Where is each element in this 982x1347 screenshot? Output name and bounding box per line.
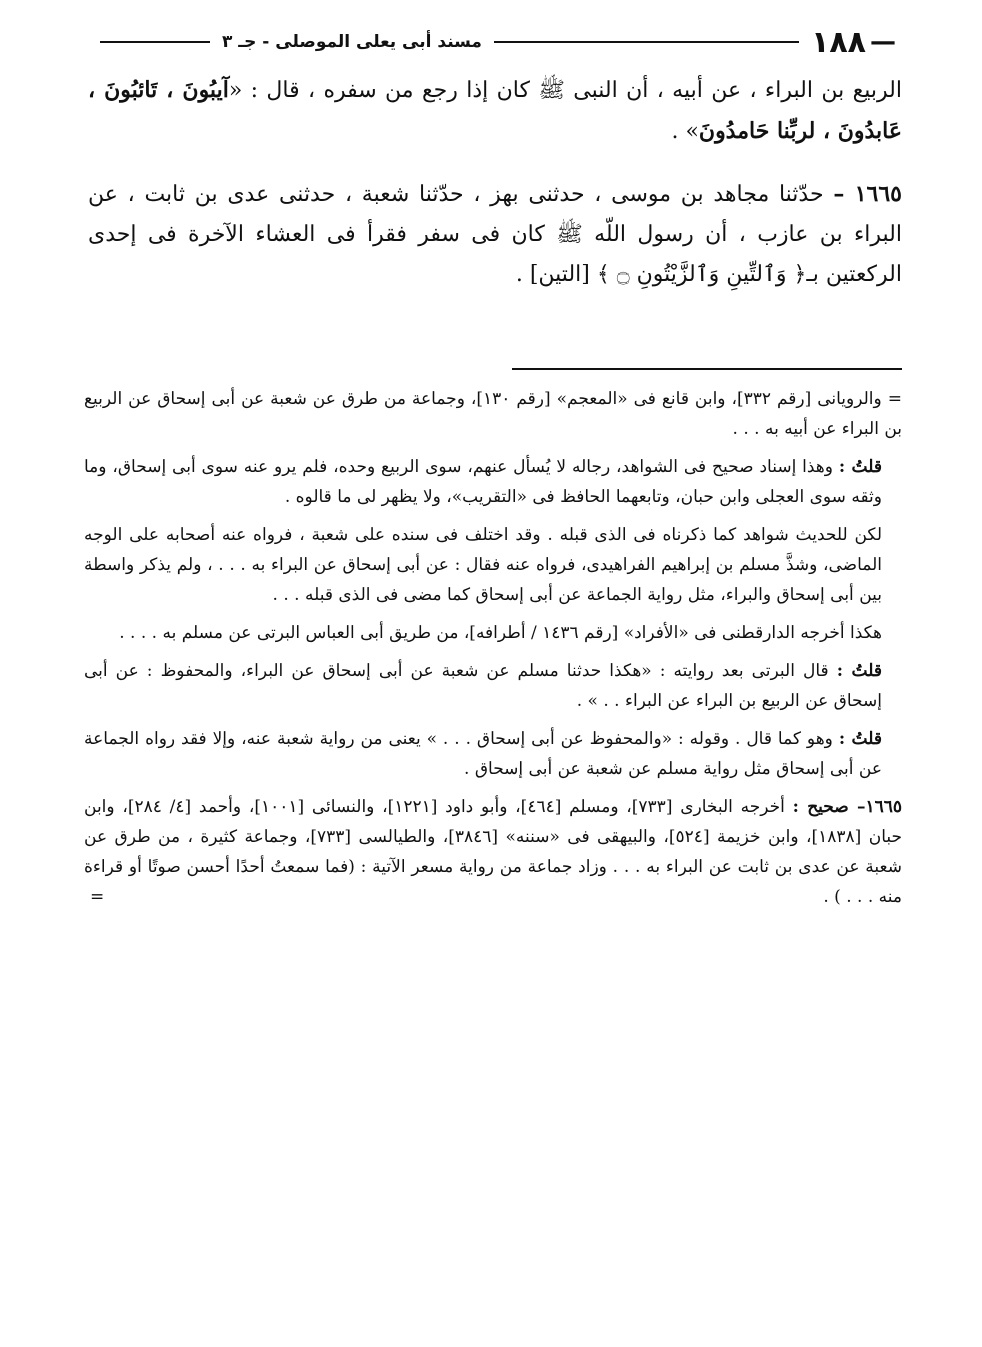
note-end-continue-mark: =: [90, 887, 105, 907]
note-6-text: وهو كما قال . وقوله : «والمحفوظ عن أبى إسحاق . . . » يعنى من رواية شعبة عنه، وإلا فقد رواه الجماعة عن أبى إسحاق مثل رواية مسلم عن شعبة عن أبى إسحاق .: [84, 729, 882, 779]
note-1: [84, 384, 902, 444]
page-number: ١٨٨: [811, 24, 866, 60]
header-rule-left: [100, 41, 210, 43]
footnotes: [84, 384, 902, 920]
footnote-separator: [512, 368, 902, 370]
hadith-1664-continuation: [88, 70, 902, 152]
note-5: [84, 656, 902, 716]
hadith-number: ١٦٦٥ –: [833, 181, 902, 207]
hadith-text: حدّثنا مجاهد بن موسى ، حدثنى بهز ، حدّثنا شعبة ، حدثنى عدى بن ثابت ، عن البراء بن عازب ، أن رسول اللّه ﷺ كان فى سفر فقرأ فى العشاء الآخرة فى إحدى الركعتين بـ﴿ وَٱلتِّينِ وَٱلزَّيْتُونِ ۝ ﴾ [التين] .: [88, 182, 902, 287]
p1-text: الربيع بن البراء ، عن أبيه ، أن النبى ﷺ كان إذا رجع من سفره ، قال : «: [228, 78, 902, 103]
p1-quote: آيبُونَ ، تَائبُونَ ، عَابدُونَ ، لربِّنا حَامدُونَ: [88, 77, 902, 144]
note-3: [84, 520, 902, 610]
header-dash-right: —: [870, 27, 896, 57]
p1-end: » .: [671, 119, 699, 144]
note-5-label: قلتُ :: [836, 661, 882, 681]
running-header: [88, 22, 900, 62]
main-text: [88, 70, 902, 295]
note-2-text: وهذا إسناد صحيح فى الشواهد، رجاله لا يُسأل عنهم، سوى الربيع وحده، فلم يرو عنه سوى أبى إسحاق، وما وثقه سوى العجلى وابن حبان، وتابعهما الحافظ فى «التقريب»، ولا يظهر لى ما قالوه .: [84, 457, 882, 507]
note-6: [84, 724, 902, 784]
note-6-label: قلتُ :: [838, 729, 883, 749]
note-7: [84, 792, 902, 912]
note-continue-mark: =: [887, 389, 902, 409]
book-title: مسند أبى يعلى الموصلى - جـ ٣: [222, 32, 482, 52]
note-7-label: ١٦٦٥– صحيح :: [792, 797, 903, 817]
note-4-text: هكذا أخرجه الدارقطنى فى «الأفراد» [رقم ١٤٣٦ / أطرافه]، من طريق أبى العباس البرتى عن مسلم به . . . .: [119, 623, 882, 643]
note-7-text: أخرجه البخارى [٧٣٣]، ومسلم [٤٦٤]، وأبو داود [١٢٢١]، والنسائى [١٠٠١]، وأحمد [٤/ ٢٨٤]، وابن حبان [١٨٣٨]، وابن خزيمة [٥٢٤]، والبيهقى فى «سننه» [٣٨٤٦]، والطيالسى [٧٣٣]، وجماعة كثيرة ، من طرق عن شعبة عن عدى بن ثابت عن البراء به . . . وزاد جماعة من رواية مسعر الآتية : (فما سمعتُ أحدًا أحسن صوتًا أو قراءة منه . . . ) .: [84, 797, 903, 907]
note-2: [84, 452, 902, 512]
hadith-1665: [88, 174, 902, 295]
note-1-text: والرويانى [رقم ٣٣٢]، وابن قانع فى «المعجم» [رقم ١٣٠]، وجماعة من طرق عن شعبة عن أبى إسحاق عن الربيع بن البراء عن أبيه به . . .: [84, 389, 902, 439]
note-2-label: قلتُ :: [838, 457, 882, 477]
note-5-text: قال البرتى بعد روايته : «هكذا حدثنا مسلم عن شعبة عن أبى إسحاق عن البراء، والمحفوظ : عن أبى إسحاق عن الربيع بن البراء عن البراء . . » .: [84, 661, 882, 711]
header-rule-right: [494, 41, 799, 43]
note-4: [84, 618, 902, 648]
note-3-text: لكن للحديث شواهد كما ذكرناه فى الذى قبله . وقد اختلف فى سنده على شعبة ، فرواه عنه أصحابه على الوجه الماضى، وشذَّ مسلم بن إبراهيم الفراهيدى، فرواه عنه فقال : عن أبى إسحاق عن البراء به . . . ، ولم يذكر واسطة بين أبى إسحاق والبراء، مثل رواية الجماعة عن أبى إسحاق كما مضى فى الذى قبله . . .: [84, 525, 882, 605]
